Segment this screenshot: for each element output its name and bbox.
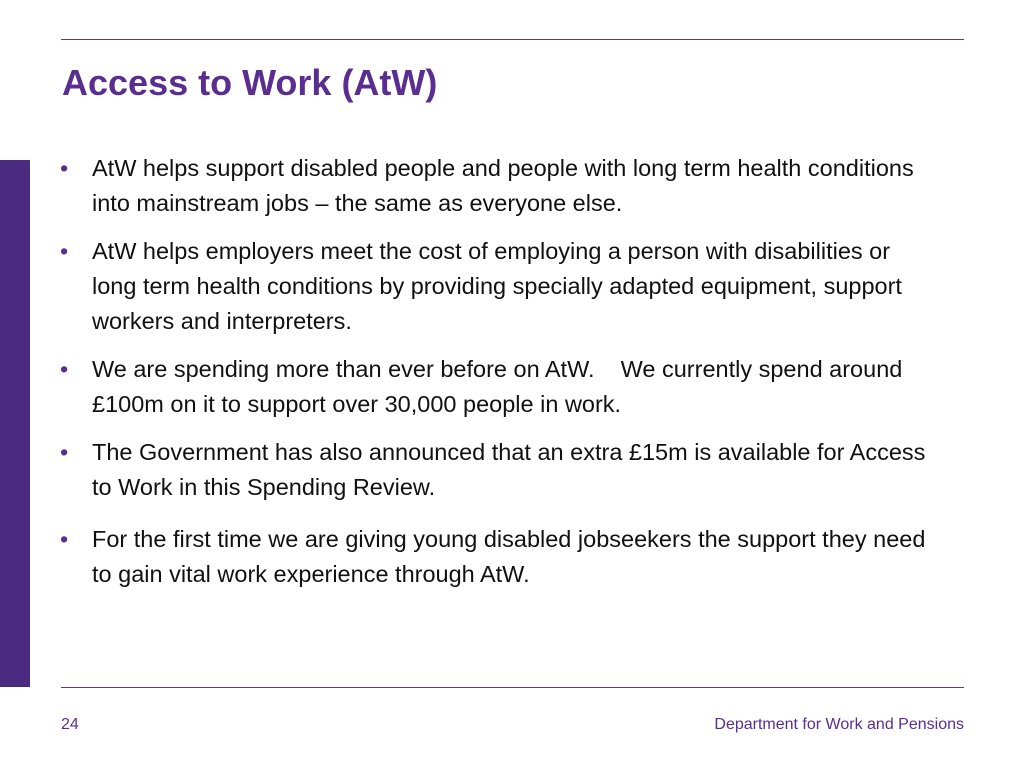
slide-title: Access to Work (AtW) bbox=[62, 62, 438, 103]
bullet-icon: • bbox=[60, 356, 69, 382]
bullet-item-5 bbox=[58, 522, 938, 592]
bullet-icon: • bbox=[60, 238, 69, 264]
bullet-item-3 bbox=[58, 352, 938, 422]
bullet-icon: • bbox=[60, 155, 69, 181]
bullet-icon: • bbox=[60, 526, 69, 552]
page-number: 24 bbox=[61, 716, 79, 733]
bullet-item-4 bbox=[58, 435, 938, 505]
bottom-divider bbox=[61, 687, 964, 688]
bullet-text: AtW helps support disabled people and people with long term health conditions into mainstream jobs – the same as everyone else. bbox=[92, 155, 914, 216]
bullet-item-2 bbox=[58, 234, 938, 339]
bullet-icon: • bbox=[60, 439, 69, 465]
footer-organization: Department for Work and Pensions bbox=[714, 716, 964, 733]
bullet-text: AtW helps employers meet the cost of employing a person with disabilities or long term health conditions by providing specially adapted equipment, support workers and interpreters. bbox=[92, 238, 902, 334]
side-accent-bar bbox=[0, 160, 30, 687]
top-divider bbox=[61, 39, 964, 40]
bullet-text: We are spending more than ever before on AtW. We currently spend around £100m on it to support over 30,000 people in work. bbox=[92, 356, 909, 417]
bullet-list bbox=[58, 151, 938, 605]
bullet-item-1 bbox=[58, 151, 938, 221]
bullet-text: For the first time we are giving young disabled jobseekers the support they need to gain vital work experience through AtW. bbox=[92, 526, 926, 587]
bullet-text: The Government has also announced that an extra £15m is available for Access to Work in this Spending Review. bbox=[92, 439, 926, 500]
